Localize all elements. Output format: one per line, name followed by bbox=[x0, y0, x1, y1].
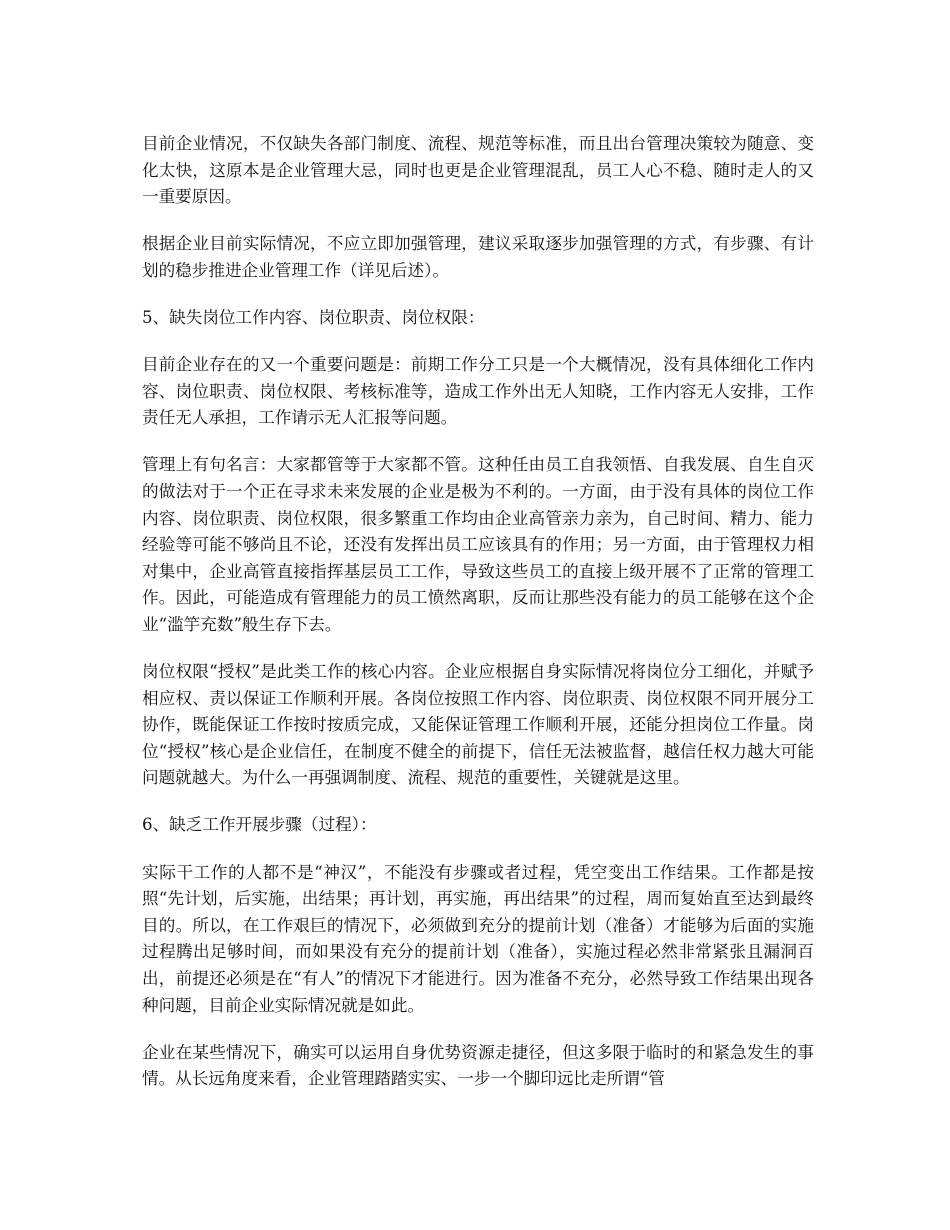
section-heading-6: 6、缺乏工作开展步骤（过程）： bbox=[142, 815, 377, 835]
paragraph-2: 根据企业目前实际情况，不应立即加强管理，建议采取逐步加强管理的方式，有步骤、有计划的稳步推进企业管理工作（详见后述）。 bbox=[142, 234, 814, 280]
paragraph-4: 管理上有句名言：大家都管等于大家都不管。这种任由员工自我领悟、自我发展、自生自灭的做法对于一个正在寻求未来发展的企业是极为不利的。一方面，由于没有具体的岗位工作内容、岗位职责、岗位权限，很多繁重工作均由企业高管亲力亲为，自己时间、精力、能力经验等可能不够尚且不论，还没有发挥出员工应该具有的作用；另一方面，由于管理权力相对集中，企业高管直接指挥基层员工工作，导致这些员工的直接上级开展不了正常的管理工作。因此，可能造成有管理能力的员工愤然离职，反而让那些没有能力的员工能够在这个企业“滥竽充数”般生存下去。 bbox=[142, 455, 814, 634]
section-heading-5: 5、缺失岗位工作内容、岗位职责、岗位权限： bbox=[142, 307, 485, 327]
paragraph-6: 实际干工作的人都不是“神汉”，不能没有步骤或者过程，凭空变出工作结果。工作都是按照“先计划，后实施，出结果；再计划，再实施，再出结果”的过程，周而复始直至达到最终目的。所以，在工作艰巨的情况下，必须做到充分的提前计划（准备）才能够为后面的实施过程腾出足够时间，而如果没有充分的提前计划（准备），实施过程必然非常紧张且漏洞百出，前提还必须是在“有人”的情况下才能进行。因为准备不充分，必然导致工作结果出现各种问题，目前企业实际情况就是如此。 bbox=[142, 862, 814, 1015]
paragraph-7: 企业在某些情况下，确实可以运用自身优势资源走捷径，但这多限于临时的和紧急发生的事情。从长远角度来看，企业管理踏踏实实、一步一个脚印远比走所谓“管 bbox=[142, 1042, 814, 1089]
paragraph-3: 目前企业存在的又一个重要问题是：前期工作分工只是一个大概情况，没有具体细化工作内容、岗位职责、岗位权限、考核标准等，造成工作外出无人知晓，工作内容无人安排，工作责任无人承担，工作请示无人汇报等问题。 bbox=[142, 355, 814, 428]
document-body bbox=[142, 131, 814, 1113]
paragraph-1: 目前企业情况，不仅缺失各部门制度、流程、规范等标准，而且出台管理决策较为随意、变化太快，这原本是企业管理大忌，同时也更是企业管理混乱，员工人心不稳、随时走人的又一重要原因。 bbox=[142, 134, 814, 207]
paragraph-5: 岗位权限“授权”是此类工作的核心内容。企业应根据自身实际情况将岗位分工细化，并赋予相应权、责以保证工作顺利开展。各岗位按照工作内容、岗位职责、岗位权限不同开展分工协作，既能保证工作按时按质完成，又能保证管理工作顺利开展，还能分担岗位工作量。岗位“授权”核心是企业信任，在制度不健全的前提下，信任无法被监督，越信任权力越大可能问题就越大。为什么一再强调制度、流程、规范的重要性，关键就是这里。 bbox=[142, 662, 814, 788]
